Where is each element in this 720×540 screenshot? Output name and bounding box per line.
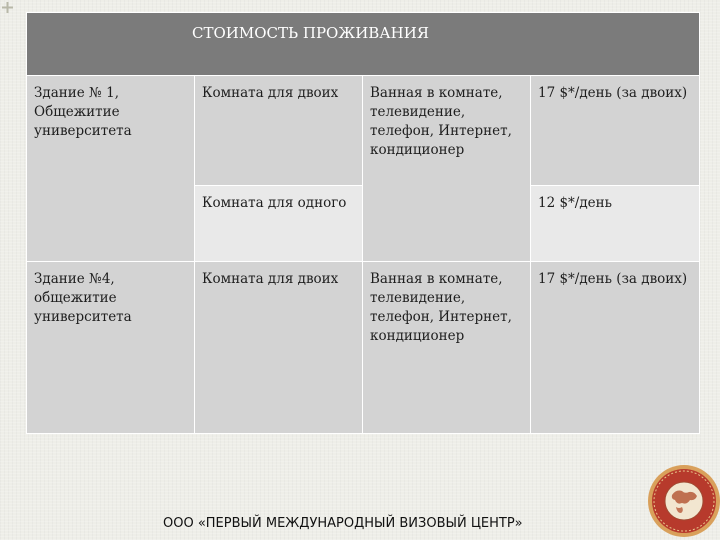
- table-row: [27, 262, 700, 434]
- room-cell: Комната для одного: [195, 186, 363, 262]
- amenities-cell: Ванная в комнате, телевидение, телефон, Интернет, кондиционер: [363, 76, 531, 262]
- table-title: СТОИМОСТЬ ПРОЖИВАНИЯ: [27, 13, 700, 76]
- company-name: ООО «ПЕРВЫЙ МЕЖДУНАРОДНЫЙ ВИЗОВЫЙ ЦЕНТР»: [163, 516, 523, 531]
- room-cell: Комната для двоих: [195, 262, 363, 434]
- price-cell: 12 $*/день: [531, 186, 700, 262]
- building-cell: Здание №4, общежитие университета: [27, 262, 195, 434]
- price-cell: 17 $*/день (за двоих): [531, 76, 700, 186]
- amenities-cell: Ванная в комнате, телевидение, телефон, Интернет, кондиционер: [363, 262, 531, 434]
- pricing-table: [26, 12, 700, 434]
- room-cell: Комната для двоих: [195, 76, 363, 186]
- building-cell: Здание № 1, Общежитие университета: [27, 76, 195, 262]
- table-title-row: [27, 13, 700, 76]
- company-seal-logo: [646, 463, 720, 539]
- price-cell: 17 $*/день (за двоих): [531, 262, 700, 434]
- cross-icon: [2, 2, 13, 13]
- table-row: [27, 76, 700, 186]
